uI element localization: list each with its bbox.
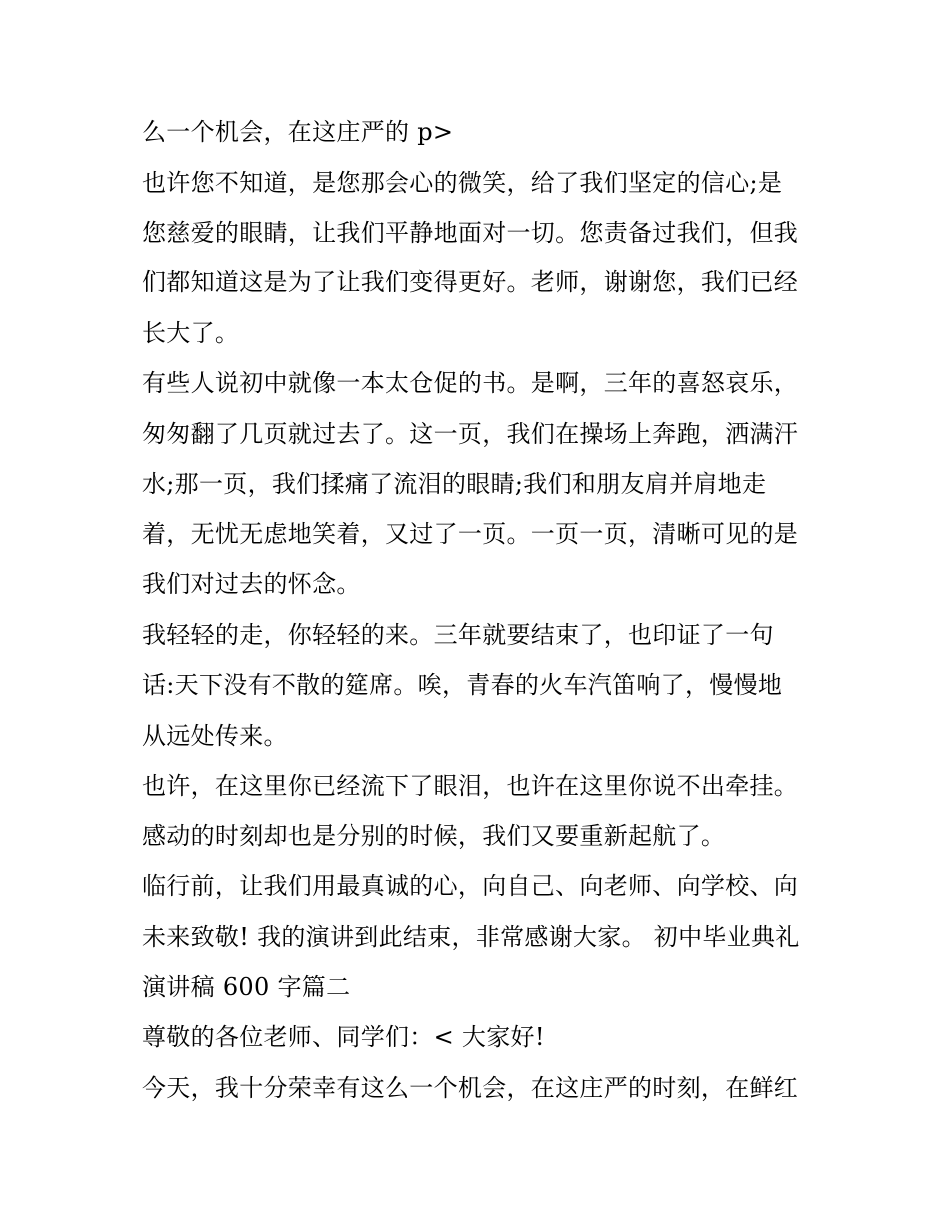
text-line: 有些人说初中就像一本太仓促的书。是啊，三年的喜怒哀乐， <box>142 369 799 397</box>
text-line: 您慈爱的眼睛，让我们平静地面对一切。您责备过我们，但我 <box>142 219 799 247</box>
text-line: 尊敬的各位老师、同学们：< 大家好! <box>142 1023 545 1051</box>
text-line: 感动的时刻却也是分别的时候，我们又要重新起航了。 <box>142 822 726 850</box>
text-line: 今天，我十分荣幸有这么一个机会，在这庄严的时刻，在鲜红 <box>142 1074 799 1102</box>
text-line: 水;那一页，我们揉痛了流泪的眼睛;我们和朋友肩并肩地走 <box>142 470 767 498</box>
text-line: 我轻轻的走，你轻轻的来。三年就要结束了，也印证了一句 <box>142 621 774 649</box>
text-line: 也许，在这里你已经流下了眼泪，也许在这里你说不出牵挂。 <box>142 772 799 800</box>
text-line: 么一个机会，在这庄严的 p> <box>142 118 454 146</box>
text-line: 我们对过去的怀念。 <box>142 570 361 598</box>
text-line: 话:天下没有不散的筵席。唉，青春的火车汽笛响了，慢慢地 <box>142 671 783 699</box>
text-line: 也许您不知道，是您那会心的微笑，给了我们坚定的信心;是 <box>142 169 783 197</box>
text-line: 未来致敬! 我的演讲到此结束，非常感谢大家。 初中毕业典礼 <box>142 923 800 951</box>
text-line: 着，无忧无虑地笑着，又过了一页。一页一页，清晰可见的是 <box>142 520 799 548</box>
text-line: 匆匆翻了几页就过去了。这一页，我们在操场上奔跑，洒满汗 <box>142 420 799 448</box>
text-line: 演讲稿 600 字篇二 <box>142 973 351 1001</box>
text-line: 长大了。 <box>142 319 240 347</box>
text-line: 从远处传来。 <box>142 722 288 750</box>
text-line: 们都知道这是为了让我们变得更好。老师，谢谢您，我们已经 <box>142 268 799 296</box>
text-line: 临行前，让我们用最真诚的心，向自己、向老师、向学校、向 <box>142 872 799 900</box>
